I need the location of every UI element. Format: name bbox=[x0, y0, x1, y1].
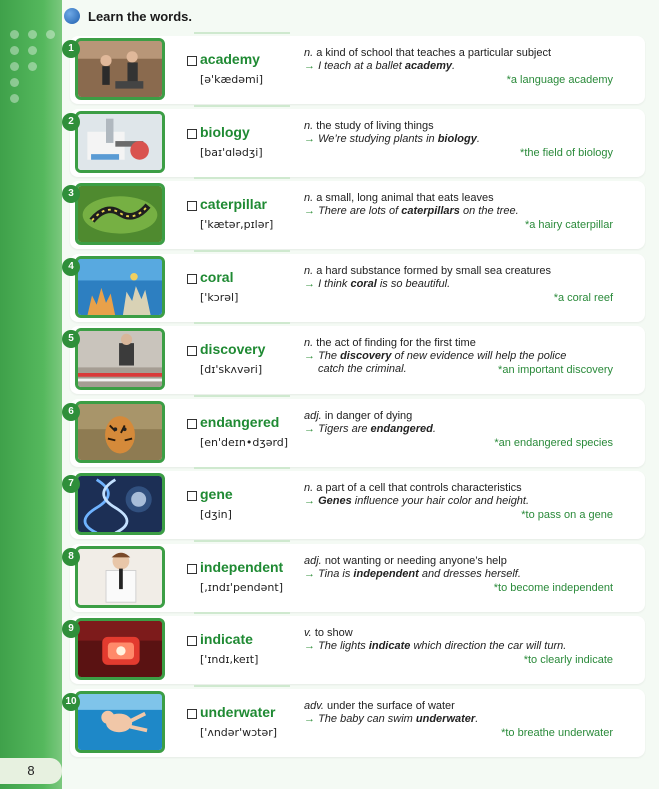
example-sentence bbox=[304, 640, 619, 653]
definition-text: a part of a cell that controls characteristics bbox=[316, 482, 522, 494]
example-pre: Tina is bbox=[318, 568, 354, 580]
example-pre: There are lots of bbox=[318, 205, 402, 217]
collocation: *to clearly indicate bbox=[523, 654, 613, 666]
example-post: is so beautiful. bbox=[376, 278, 451, 290]
dna-photo-icon bbox=[75, 473, 165, 535]
vocab-word: biology bbox=[200, 124, 250, 140]
part-of-speech: v. bbox=[304, 627, 312, 639]
example-post: . bbox=[432, 423, 436, 435]
part-of-speech: n. bbox=[304, 47, 314, 59]
example-sentence bbox=[304, 133, 619, 146]
part-of-speech: n. bbox=[304, 120, 314, 132]
pronunciation: [en'deɪn•dʒərd] bbox=[200, 436, 289, 449]
collocation: *to breathe underwater bbox=[501, 727, 613, 739]
entry-number: 7 bbox=[62, 475, 80, 493]
divider-line bbox=[194, 395, 290, 397]
example-post: . bbox=[476, 133, 480, 145]
word-entry bbox=[0, 36, 659, 104]
definition bbox=[304, 192, 619, 205]
vocab-word: discovery bbox=[200, 341, 266, 357]
example-post: which direction the car will turn. bbox=[410, 640, 567, 652]
definition-text: to show bbox=[314, 627, 353, 639]
car-light-photo-icon bbox=[75, 618, 165, 680]
vocab-word: gene bbox=[200, 486, 233, 502]
pronunciation: ['ɪndɪ,keɪt] bbox=[200, 653, 259, 666]
page-number: 8 bbox=[0, 758, 62, 784]
collocation: *a language academy bbox=[506, 74, 613, 86]
divider-line bbox=[194, 177, 290, 179]
definition-text: a kind of school that teaches a particular subject bbox=[316, 47, 552, 59]
tiger-photo-icon bbox=[75, 401, 165, 463]
definition-text: under the surface of water bbox=[327, 700, 455, 712]
entry-number: 2 bbox=[62, 113, 80, 131]
example-sentence bbox=[304, 713, 619, 726]
example-sentence bbox=[304, 205, 619, 218]
pronunciation: [ə'kædəmi] bbox=[200, 73, 264, 86]
definition bbox=[304, 482, 619, 495]
vocab-word: coral bbox=[200, 269, 234, 285]
vocab-word: underwater bbox=[200, 704, 276, 720]
collocation: *to become independent bbox=[493, 582, 613, 594]
entry-number: 1 bbox=[62, 40, 80, 58]
collocation: *an endangered species bbox=[494, 437, 613, 449]
part-of-speech: n. bbox=[304, 337, 314, 349]
swimming-baby-photo-icon bbox=[75, 691, 165, 753]
arrow-icon: → bbox=[304, 133, 315, 145]
collocation: *an important discovery bbox=[498, 364, 613, 376]
definition bbox=[304, 265, 619, 278]
example-keyword: academy bbox=[404, 60, 452, 72]
section-title: Learn the words. bbox=[88, 8, 193, 24]
entry-number: 4 bbox=[62, 258, 80, 276]
definition-text: in danger of dying bbox=[324, 410, 413, 422]
part-of-speech: adj. bbox=[304, 555, 322, 567]
definition bbox=[304, 337, 619, 350]
part-of-speech: n. bbox=[304, 482, 314, 494]
divider-line bbox=[194, 32, 290, 34]
arrow-icon: → bbox=[304, 350, 315, 362]
pronunciation: [,ɪndɪ'pendənt] bbox=[200, 581, 283, 594]
vocab-word: independent bbox=[200, 559, 284, 575]
definition bbox=[304, 410, 619, 423]
word-checkbox[interactable] bbox=[187, 201, 197, 211]
word-entry bbox=[0, 399, 659, 467]
part-of-speech: adv. bbox=[304, 700, 324, 712]
arrow-icon: → bbox=[304, 423, 315, 435]
blue-bullet-icon bbox=[64, 8, 80, 24]
example-line2: catch the criminal. bbox=[318, 363, 407, 375]
definition-text: a small, long animal that eats leaves bbox=[316, 192, 494, 204]
part-of-speech: n. bbox=[304, 265, 314, 277]
word-checkbox[interactable] bbox=[187, 491, 197, 501]
word-entry bbox=[0, 616, 659, 684]
divider-line bbox=[194, 540, 290, 542]
word-checkbox[interactable] bbox=[187, 129, 197, 139]
part-of-speech: adj. bbox=[304, 410, 322, 422]
word-entry bbox=[0, 326, 659, 394]
example-sentence bbox=[304, 568, 619, 581]
example-keyword: discovery bbox=[340, 350, 392, 362]
pronunciation: ['ʌndər'wɔtər] bbox=[200, 726, 278, 739]
example-pre: I think bbox=[318, 278, 351, 290]
divider-line bbox=[194, 467, 290, 469]
word-checkbox[interactable] bbox=[187, 709, 197, 719]
word-entry bbox=[0, 689, 659, 757]
example-post: influence your hair color and height. bbox=[351, 495, 530, 507]
example-pre: I teach at a ballet bbox=[318, 60, 405, 72]
definition-text: a hard substance formed by small sea creatures bbox=[316, 265, 552, 277]
pronunciation: [dʒin] bbox=[200, 508, 232, 521]
entry-number: 3 bbox=[62, 185, 80, 203]
definition-text: the study of living things bbox=[316, 120, 434, 132]
entry-number: 8 bbox=[62, 548, 80, 566]
word-entry bbox=[0, 254, 659, 322]
entry-number: 10 bbox=[62, 693, 80, 711]
example-sentence bbox=[304, 60, 619, 73]
word-entry bbox=[0, 544, 659, 612]
definition bbox=[304, 700, 619, 713]
divider-line bbox=[194, 250, 290, 252]
arrow-icon: → bbox=[304, 568, 315, 580]
word-checkbox[interactable] bbox=[187, 274, 197, 284]
example-keyword: endangered bbox=[370, 423, 433, 435]
definition bbox=[304, 627, 619, 640]
example-pre: Tigers are bbox=[318, 423, 371, 435]
example-keyword: biology bbox=[437, 133, 477, 145]
word-entry bbox=[0, 471, 659, 539]
word-checkbox[interactable] bbox=[187, 346, 197, 356]
example-post: on the tree. bbox=[459, 205, 519, 217]
microscope-photo-icon bbox=[75, 111, 165, 173]
example-post: . bbox=[475, 713, 479, 725]
definition-text: not wanting or needing anyone’s help bbox=[324, 555, 507, 567]
word-entry bbox=[0, 181, 659, 249]
entry-number: 6 bbox=[62, 403, 80, 421]
section-header bbox=[64, 6, 192, 26]
arrow-icon: → bbox=[304, 495, 315, 507]
definition bbox=[304, 47, 619, 60]
example-keyword: underwater bbox=[415, 713, 476, 725]
vocab-word: endangered bbox=[200, 414, 280, 430]
example-keyword: coral bbox=[350, 278, 377, 290]
pronunciation: [baɪ'ɑlədʒi] bbox=[200, 146, 263, 159]
word-checkbox[interactable] bbox=[187, 636, 197, 646]
collocation: *a hairy caterpillar bbox=[524, 219, 613, 231]
definition bbox=[304, 555, 619, 568]
example-post: . bbox=[452, 60, 456, 72]
caterpillar-photo-icon bbox=[75, 183, 165, 245]
example-keyword: caterpillars bbox=[401, 205, 460, 217]
vocab-word: indicate bbox=[200, 631, 253, 647]
example-sentence bbox=[304, 495, 619, 508]
word-checkbox[interactable] bbox=[187, 419, 197, 429]
ballet-photo-icon bbox=[75, 38, 165, 100]
collocation: *the field of biology bbox=[520, 147, 613, 159]
entry-number: 9 bbox=[62, 620, 80, 638]
divider-line bbox=[194, 105, 290, 107]
coral-reef-photo-icon bbox=[75, 256, 165, 318]
example-post: of new evidence will help the police bbox=[391, 350, 567, 362]
example-keyword: independent bbox=[353, 568, 419, 580]
child-dressing-photo-icon bbox=[75, 546, 165, 608]
arrow-icon: → bbox=[304, 205, 315, 217]
collocation: *a coral reef bbox=[553, 292, 613, 304]
definition bbox=[304, 120, 619, 133]
example-sentence bbox=[304, 278, 619, 291]
arrow-icon: → bbox=[304, 640, 315, 652]
pronunciation: ['kɔrəl] bbox=[200, 291, 239, 304]
vocab-word: caterpillar bbox=[200, 196, 267, 212]
definition-text: the act of finding for the first time bbox=[316, 337, 476, 349]
arrow-icon: → bbox=[304, 60, 315, 72]
crime-scene-photo-icon bbox=[75, 328, 165, 390]
example-pre: We’re studying plants in bbox=[318, 133, 438, 145]
example-pre: The lights bbox=[318, 640, 369, 652]
part-of-speech: n. bbox=[304, 192, 314, 204]
arrow-icon: → bbox=[304, 713, 315, 725]
word-entry bbox=[0, 109, 659, 177]
example-keyword: Genes bbox=[318, 495, 352, 507]
arrow-icon: → bbox=[304, 278, 315, 290]
pronunciation: [dɪ'skʌvəri] bbox=[200, 363, 263, 376]
example-keyword: indicate bbox=[368, 640, 411, 652]
divider-line bbox=[194, 322, 290, 324]
entry-number: 5 bbox=[62, 330, 80, 348]
pronunciation: ['kætər,pɪlər] bbox=[200, 218, 274, 231]
example-post: and dresses herself. bbox=[418, 568, 521, 580]
example-pre: The baby can swim bbox=[318, 713, 416, 725]
example-sentence bbox=[304, 423, 619, 436]
divider-line bbox=[194, 612, 290, 614]
word-checkbox[interactable] bbox=[187, 564, 197, 574]
vocab-word: academy bbox=[200, 51, 260, 67]
example-pre: The bbox=[318, 350, 341, 362]
divider-line bbox=[194, 685, 290, 687]
collocation: *to pass on a gene bbox=[521, 509, 613, 521]
word-checkbox[interactable] bbox=[187, 56, 197, 66]
